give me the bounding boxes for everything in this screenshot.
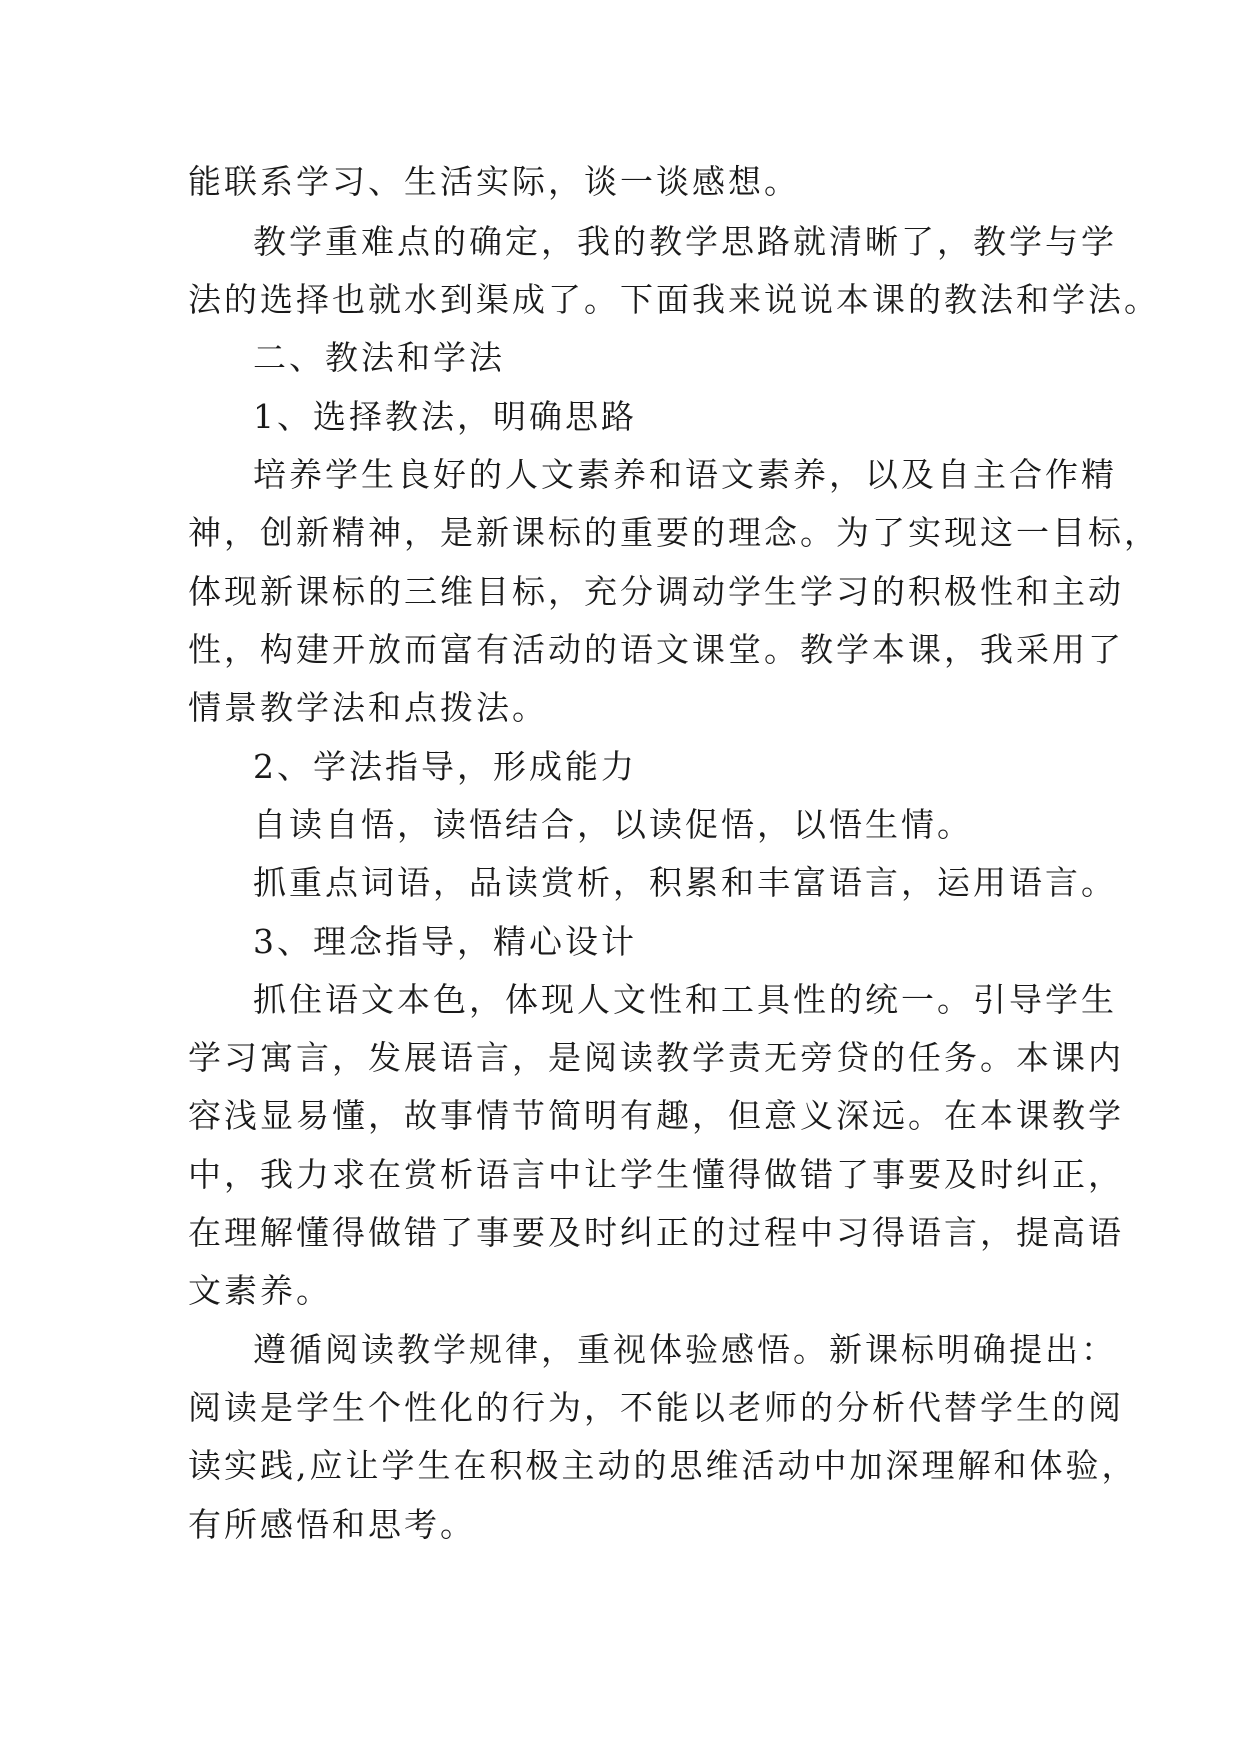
text-line-3: 法的选择也就水到渠成了。下面我来说说本课的教法和学法。 [188,280,1160,319]
subheading-3: 3、理念指导，精心设计 [253,922,637,961]
subheading-1: 1、选择教法，明确思路 [253,397,637,436]
text-line-10: 情景教学法和点拨法。 [188,688,548,727]
text-line-19: 在理解懂得做错了事要及时纠正的过程中习得语言，提高语 [188,1213,1124,1252]
text-line-2: 教学重难点的确定，我的教学思路就清晰了，教学与学 [253,222,1117,261]
text-line-13: 抓重点词语，品读赏析，积累和丰富语言，运用语言。 [253,863,1117,902]
text-line-20: 文素养。 [188,1271,332,1310]
text-line-8: 体现新课标的三维目标，充分调动学生学习的积极性和主动 [188,572,1124,611]
text-line-22: 阅读是学生个性化的行为，不能以老师的分析代替学生的阅 [188,1388,1124,1427]
subheading-2: 2、学法指导，形成能力 [253,747,637,786]
text-line-16: 学习寓言，发展语言，是阅读教学责无旁贷的任务。本课内 [188,1038,1124,1077]
text-line-18: 中，我力求在赏析语言中让学生懂得做错了事要及时纠正， [188,1155,1124,1194]
section-heading: 二、教法和学法 [253,338,505,377]
text-line-17: 容浅显易懂，故事情节简明有趣，但意义深远。在本课教学 [188,1096,1124,1135]
text-line-24: 有所感悟和思考。 [188,1505,476,1544]
text-line-7: 神，创新精神，是新课标的重要的理念。为了实现这一目标， [188,513,1160,552]
text-line-6: 培养学生良好的人文素养和语文素养，以及自主合作精 [253,455,1117,494]
text-line-23: 读实践,应让学生在积极主动的思维活动中加深理解和体验， [188,1446,1138,1485]
text-line-1: 能联系学习、生活实际，谈一谈感想。 [188,162,800,201]
text-line-15: 抓住语文本色，体现人文性和工具性的统一。引导学生 [253,980,1117,1019]
text-line-21: 遵循阅读教学规律，重视体验感悟。新课标明确提出： [253,1330,1117,1369]
text-line-9: 性，构建开放而富有活动的语文课堂。教学本课，我采用了 [188,630,1124,669]
text-line-12: 自读自悟，读悟结合，以读促悟，以悟生情。 [253,805,973,844]
